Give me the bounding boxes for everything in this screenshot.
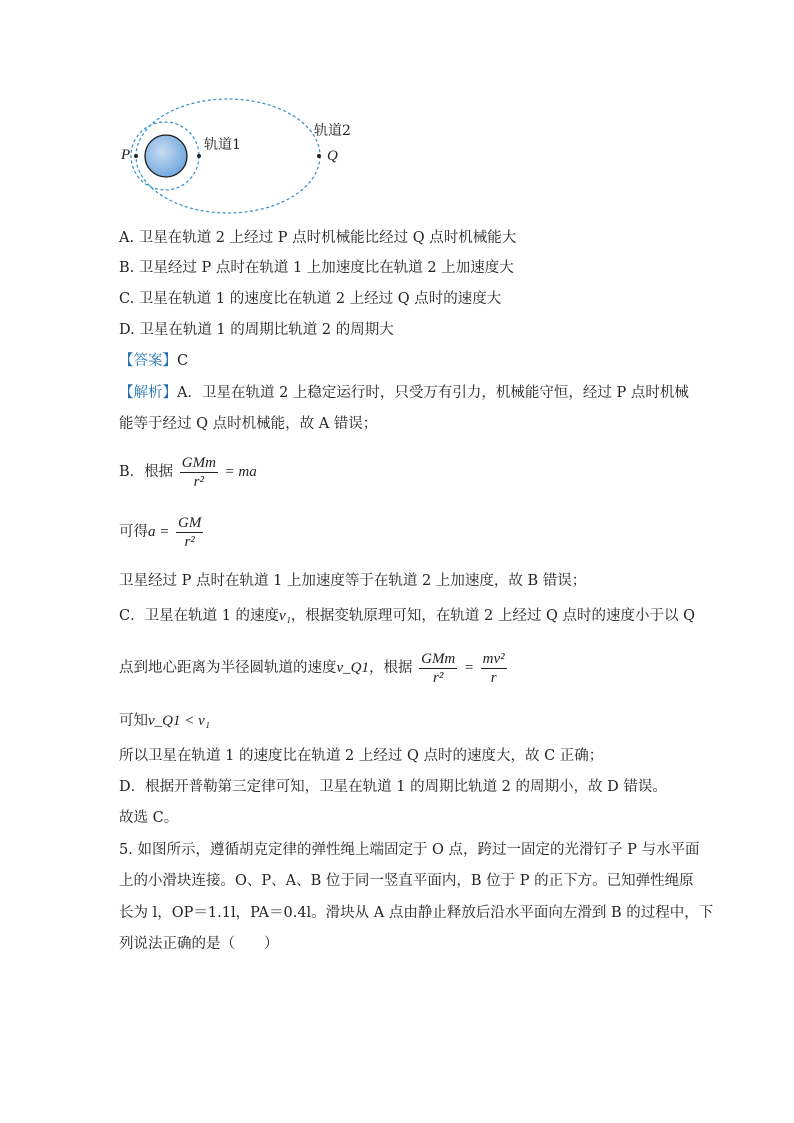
- option-b: B. 卫星经过 P 点时在轨道 1 上加速度比在轨道 2 上加速度大: [119, 260, 514, 276]
- eq1-fraction: [180, 454, 218, 491]
- option-c: C. 卫星在轨道 1 的速度比在轨道 2 上经过 Q 点时的速度大: [119, 291, 502, 307]
- analysis-d1: D．根据开普勒第三定律可知，卫星在轨道 1 的周期比轨道 2 的周期小，故 D 错误。: [119, 779, 667, 795]
- question5-line-4: 列说法正确的是（ ）: [119, 936, 279, 952]
- point-orbit1-right-dot: [197, 154, 201, 158]
- answer-value: C: [177, 353, 189, 369]
- question5-line-2: 上的小滑块连接。O、P、A、B 位于同一竖直平面内，B 位于 P 的正下方。已知弹性绳原: [119, 873, 694, 889]
- question5-line-1: 5. 如图所示，遵循胡克定律的弹性绳上端固定于 O 点，跨过一固定的光滑钉子 P 与水平面: [119, 842, 700, 858]
- analysis-c3-expr: v_Q1 < v₁: [148, 713, 210, 729]
- analysis-c1-line: [119, 606, 695, 626]
- eq3-den: r²: [433, 669, 444, 686]
- analysis-conclusion: 故选 C。: [119, 810, 179, 826]
- analysis-c1-rest: ，根据变轨原理可知，在轨道 2 上经过 Q 点时的速度小于以 Q: [290, 608, 695, 624]
- analysis-c2-prefix: 点到地心距离为半径圆轨道的速度: [119, 660, 337, 676]
- eq3-rden: r: [490, 669, 497, 686]
- analysis-b2-prefix: 可得: [119, 524, 148, 540]
- eq2-fraction: [176, 514, 203, 551]
- answer-tag: 【答案】: [119, 353, 177, 369]
- analysis-c1-var: v₁: [279, 608, 291, 624]
- label-q: Q: [327, 148, 338, 164]
- analysis-c4: 所以卫星在轨道 1 的速度比在轨道 2 上经过 Q 点时的速度大，故 C 正确；: [119, 748, 604, 764]
- analysis-c3-prefix: 可知: [119, 713, 148, 729]
- point-p-dot: [134, 154, 138, 158]
- eq3-rnum: mv²: [482, 650, 505, 667]
- analysis-c2-mid: ，根据: [369, 660, 413, 676]
- eq3-equals: =: [463, 660, 475, 676]
- eq3-left-fraction: [419, 650, 457, 687]
- analysis-tag: 【解析】: [119, 385, 177, 401]
- point-q-dot: [317, 154, 321, 158]
- analysis-c2-var: v_Q1: [336, 660, 369, 676]
- analysis-b2-line: [119, 512, 205, 552]
- analysis-line-1: [119, 383, 689, 403]
- analysis-b3: 卫星经过 P 点时在轨道 1 上加速度等于在轨道 2 上加速度，故 B 错误；: [119, 573, 587, 589]
- question5-line-3: 长为 l，OP＝1.1l，PA＝0.4l。滑块从 A 点由静止释放后沿水平面向左滑到 B 的过程中，下: [119, 905, 714, 921]
- analysis-b-line: [119, 452, 257, 492]
- eq1-den: r²: [193, 473, 205, 490]
- analysis-c1: C．卫星在轨道 1 的速度: [119, 608, 280, 624]
- eq3-num: GMm: [421, 650, 456, 667]
- label-orbit1: 轨道1: [204, 137, 241, 153]
- analysis-b-prefix: B．根据: [119, 464, 174, 480]
- label-orbit2: 轨道2: [314, 123, 351, 139]
- analysis-c3-line: [119, 711, 210, 731]
- analysis-a2: 能等于经过 Q 点时机械能，故 A 错误；: [119, 416, 378, 432]
- analysis-c2-line: [119, 648, 509, 688]
- eq3-right-fraction: [481, 650, 507, 687]
- option-a: A. 卫星在轨道 2 上经过 P 点时机械能比经过 Q 点时机械能大: [119, 230, 517, 246]
- eq1-num: GMm: [181, 454, 216, 471]
- eq1-rhs: = ma: [224, 464, 257, 480]
- eq2-lhs: a =: [148, 524, 170, 540]
- label-p: P: [121, 147, 131, 163]
- eq2-num: GM: [177, 514, 202, 531]
- analysis-a1: A．卫星在轨道 2 上稳定运行时，只受万有引力，机械能守恒，经过 P 点时机械: [177, 385, 689, 401]
- planet: [145, 135, 187, 177]
- answer-line: [119, 351, 188, 371]
- eq2-den: r²: [184, 533, 195, 550]
- option-d: D. 卫星在轨道 1 的周期比轨道 2 的周期大: [119, 322, 394, 338]
